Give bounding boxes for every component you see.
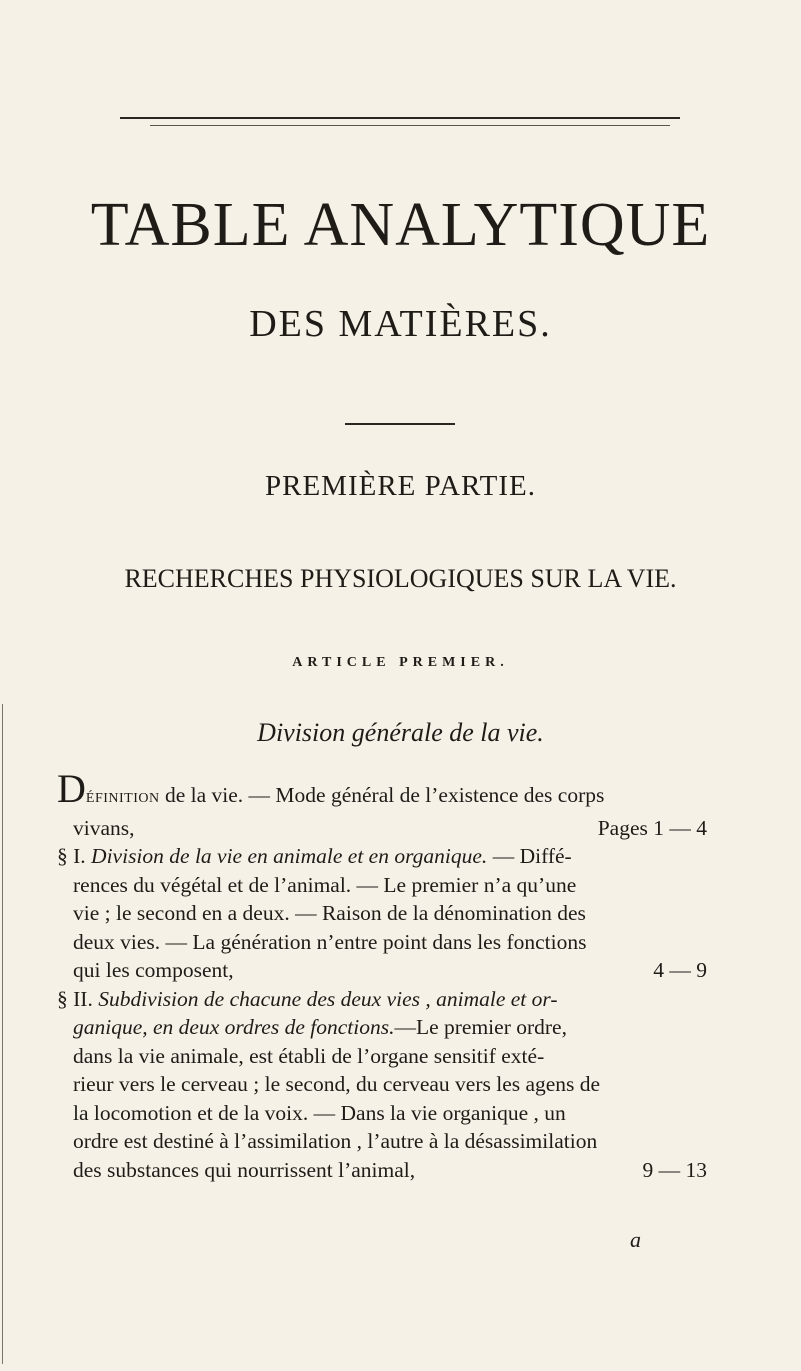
entry-s2-line-7 [57, 1156, 707, 1185]
separator-rule [345, 423, 455, 425]
entry-definition-line-2 [57, 814, 707, 843]
entry-s2-line-5 [57, 1099, 707, 1128]
entry-s2-line-2 [57, 1013, 707, 1042]
page-subtitle: DES MATIÈRES. [249, 303, 552, 345]
entry-text: ordre est destiné à l’assimilation , l’autre à la désassimilation [73, 1129, 598, 1153]
entry-text: deux vies. — La génération n’entre point dans les fonctions [73, 929, 587, 954]
page-title: TABLE ANALYTIQUE [90, 191, 711, 259]
entry-text: qui les composent, [73, 958, 234, 982]
entry-text: vivans, [73, 815, 135, 840]
top-rule [120, 117, 680, 119]
entry-text: des substances qui nourrissent l’animal, [73, 1157, 416, 1182]
entry-text: dans la vie animale, est établi de l’organe sensitif exté- [73, 1043, 545, 1068]
entry-s1-line-5 [57, 956, 707, 985]
entry-s2-line-3 [57, 1042, 707, 1071]
page-reference: 4 — 9 [653, 958, 707, 982]
entry-text: — Diffé- [487, 844, 572, 868]
entry-s1-line-4 [57, 928, 707, 957]
drop-cap: D [57, 766, 86, 811]
section-title: Division de la vie en animale et en organique. [91, 844, 488, 868]
entry-text: rieur vers le cerveau ; le second, du cerveau vers les agens de [73, 1072, 601, 1096]
page-reference: 9 — 13 [642, 1157, 707, 1182]
small-caps-word: ÉFINITION [85, 791, 160, 806]
part-heading: PREMIÈRE PARTIE. [265, 470, 536, 502]
top-rule-thin [150, 125, 670, 126]
section-title: ganique, en deux ordres de fonctions. [73, 1015, 395, 1039]
section-mark: § I. [57, 844, 92, 868]
entry-text: —Le premier ordre, [394, 1015, 567, 1039]
contents-body [57, 766, 707, 1184]
section-heading: RECHERCHES PHYSIOLOGIQUES SUR LA VIE. [124, 564, 677, 593]
page-reference: Pages 1 — 4 [597, 815, 707, 840]
section-mark: § II. [57, 986, 99, 1011]
entry-s1-line-2 [57, 871, 707, 900]
section-title: Subdivision de chacune des deux vies , animale et or- [98, 986, 558, 1011]
entry-s2-line-4 [57, 1070, 707, 1099]
division-heading: Division générale de la vie. [257, 718, 544, 747]
entry-s2-line-6 [57, 1127, 707, 1156]
entry-s1-line-1 [57, 842, 707, 871]
entry-s2-line-1 [57, 985, 707, 1014]
entry-text: rences du végétal et de l’animal. — Le premier n’a qu’une [73, 872, 577, 897]
page-edge-shadow [2, 704, 3, 1364]
signature-mark: a [630, 1227, 641, 1252]
article-heading: ARTICLE PREMIER. [292, 655, 509, 670]
entry-s1-line-3 [57, 899, 707, 928]
entry-text: la locomotion et de la voix. — Dans la vie organique , un [73, 1100, 566, 1125]
entry-text: de la vie. — Mode général de l’existence des corps [159, 783, 605, 807]
entry-text: vie ; le second en a deux. — Raison de la dénomination des [73, 901, 586, 925]
entry-definition-line-1 [57, 766, 707, 814]
